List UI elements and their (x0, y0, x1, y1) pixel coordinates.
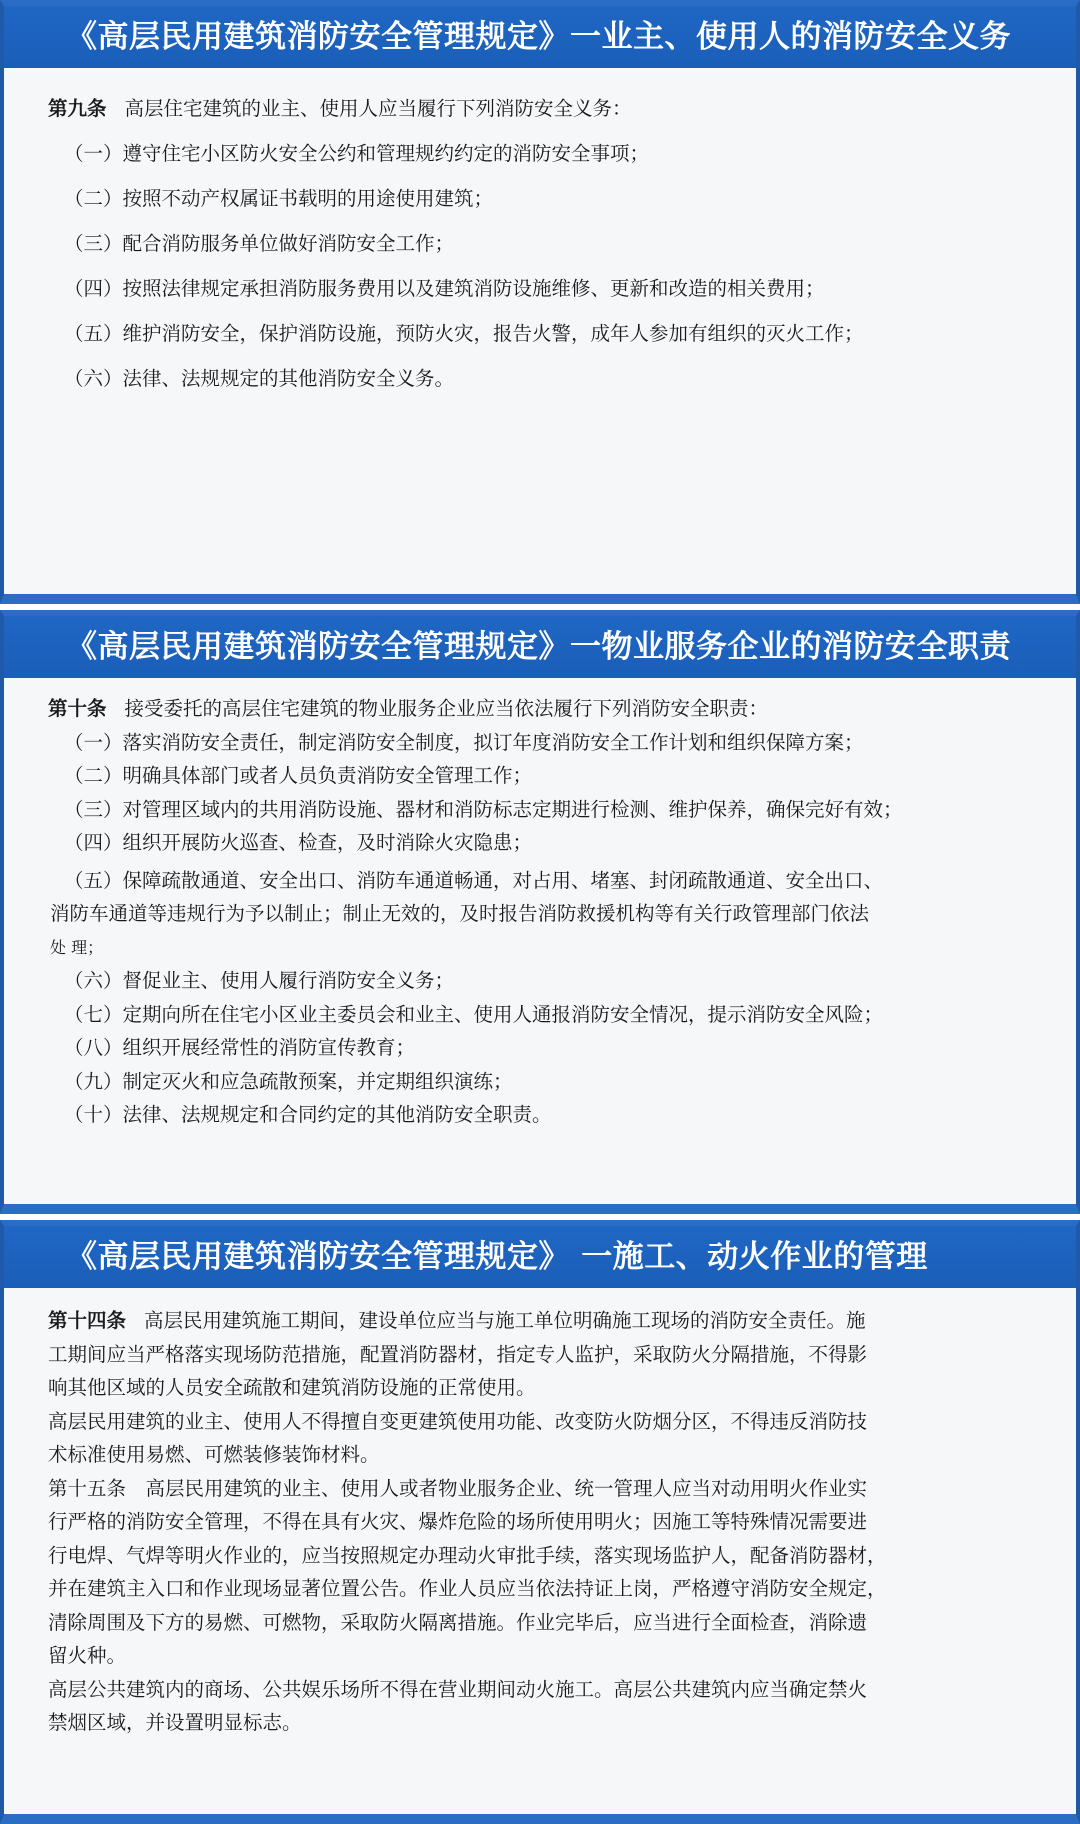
panel-owner-obligations (0, 0, 1080, 604)
panel-title: 《高层民用建筑消防安全管理规定》 一施工、动火作业的管理 (4, 1226, 1076, 1288)
panel-body (4, 68, 1076, 401)
list-item: （三）配合消防服务单位做好消防安全工作； (64, 232, 455, 255)
paragraph-line: 工期间应当严格落实现场防范措施，配置消防器材，指定专人监护，采取防火分隔措施，不得影 (48, 1342, 868, 1366)
list-item: （五）保障疏散通道、安全出口、消防车通道畅通，对占用、堵塞、封闭疏散通道、安全出口、 (64, 868, 884, 892)
list-item: （十）法律、法规规定和合同约定的其他消防安全职责。 (64, 1103, 552, 1126)
paragraph-line: 禁烟区域，并设置明显标志。 (48, 1711, 302, 1734)
paragraph-line: 术标准使用易燃、可燃装修装饰材料。 (48, 1443, 380, 1466)
panel-body (4, 1288, 1076, 1740)
article-intro: 第十条 接受委托的高层住宅建筑的物业服务企业应当依法履行下列消防安全职责： (48, 697, 769, 720)
list-item: （一）落实消防安全责任，制定消防安全制度，拟订年度消防安全工作计划和组织保障方案； (64, 730, 864, 754)
paragraph-line: 第十四条 高层民用建筑施工期间，建设单位应当与施工单位明确施工现场的消防安全责任。施 (48, 1309, 866, 1332)
list-item: （九）制定灭火和应急疏散预案，并定期组织演练； (64, 1069, 513, 1093)
article-intro: 第九条 高层住宅建筑的业主、使用人应当履行下列消防安全义务： (48, 97, 632, 120)
list-item: （五）维护消防安全，保护消防设施，预防火灾，报告火警，成年人参加有组织的灭火工作； (64, 322, 864, 345)
panel-title: 《高层民用建筑消防安全管理规定》一物业服务企业的消防安全职责 (4, 616, 1076, 678)
panel-property-duties (0, 610, 1080, 1214)
article-number: 第九条 (48, 97, 107, 120)
paragraph-line: 高层公共建筑内的商场、公共娱乐场所不得在营业期间动火施工。高层公共建筑内应当确定禁火 (48, 1677, 868, 1701)
panel-body (4, 678, 1076, 1132)
paragraph-line: 留火种。 (48, 1644, 127, 1667)
list-item: （二）按照不动产权属证书载明的用途使用建筑； (64, 187, 494, 210)
list-item: （八）组织开展经常性的消防宣传教育； (64, 1036, 416, 1059)
panel-construction-management (0, 1220, 1080, 1824)
paragraph-line: 清除周围及下方的易燃、可燃物，采取防火隔离措施。作业完毕后，应当进行全面检查，消除遗 (48, 1610, 868, 1634)
list-item: （四）组织开展防火巡查、检查，及时消除火灾隐患； (64, 831, 533, 854)
article-number: 第十条 (48, 697, 107, 720)
list-item: （三）对管理区域内的共用消防设施、器材和消防标志定期进行检测、维护保养，确保完好有效； (64, 797, 903, 821)
panel-title: 《高层民用建筑消防安全管理规定》一业主、使用人的消防安全义务 (4, 6, 1076, 68)
article-number: 第十四条 (48, 1309, 127, 1332)
list-item: （七）定期向所在住宅小区业主委员会和业主、使用人通报消防安全情况，提示消防安全风险； (64, 1002, 884, 1026)
list-item: （四）按照法律规定承担消防服务费用以及建筑消防设施维修、更新和改造的相关费用； (64, 277, 825, 300)
list-item: （二）明确具体部门或者人员负责消防安全管理工作； (64, 764, 533, 787)
list-item-continuation: 消防车通道等违规行为予以制止；制止无效的，及时报告消防救援机构等有关行政管理部门依法 (50, 902, 870, 925)
list-item: （一）遵守住宅小区防火安全公约和管理规约约定的消防安全事项； (64, 142, 650, 165)
paragraph-line: 高层民用建筑的业主、使用人不得擅自变更建筑使用功能、改变防火防烟分区，不得违反消防技 (48, 1409, 868, 1433)
paragraph-line: 响其他区域的人员安全疏散和建筑消防设施的正常使用。 (48, 1376, 536, 1399)
list-item-continuation: 处 理； (50, 937, 104, 957)
paragraph-line: 行严格的消防安全管理，不得在具有火灾、爆炸危险的场所使用明火；因施工等特殊情况需要进 (48, 1510, 868, 1533)
paragraph-line: 行电焊、气焊等明火作业的，应当按照规定办理动火审批手续，落实现场监护人，配备消防器材， (48, 1543, 887, 1567)
paragraph-line: 第十五条 高层民用建筑的业主、使用人或者物业服务企业、统一管理人应当对动用明火作业实 (48, 1476, 868, 1500)
list-item: （六）法律、法规规定的其他消防安全义务。 (64, 367, 455, 390)
paragraph-line: 并在建筑主入口和作业现场显著位置公告。作业人员应当依法持证上岗，严格遵守消防安全规定， (48, 1577, 887, 1600)
list-item: （六）督促业主、使用人履行消防安全义务； (64, 969, 455, 992)
